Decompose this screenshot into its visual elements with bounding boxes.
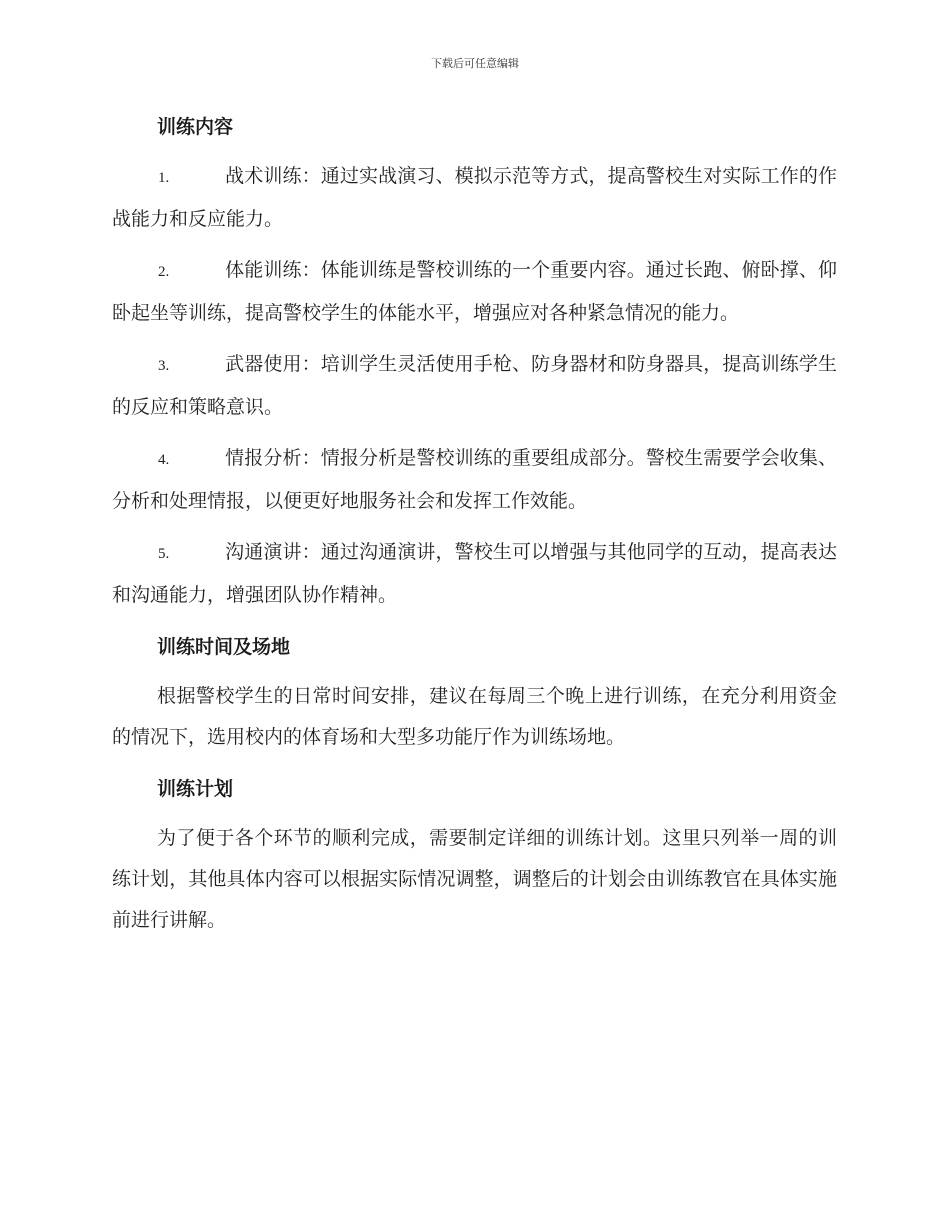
list-text: 沟通演讲：通过沟通演讲，警校生可以增强与其他同学的互动，提高表达和沟通能力，增强团队协作精神。 bbox=[112, 541, 837, 606]
list-text: 武器使用：培训学生灵活使用手枪、防身器材和防身器具，提高训练学生的反应和策略意识。 bbox=[112, 353, 837, 418]
list-item bbox=[112, 250, 837, 334]
list-text: 体能训练：体能训练是警校训练的一个重要内容。通过长跑、俯卧撑、仰卧起坐等训练，提高警校学生的体能水平，增强应对各种紧急情况的能力。 bbox=[112, 259, 837, 324]
list-number: 2. bbox=[158, 264, 170, 280]
list-text: 战术训练：通过实战演习、模拟示范等方式，提高警校生对实际工作的作战能力和反应能力。 bbox=[112, 165, 837, 230]
list-text: 情报分析：情报分析是警校训练的重要组成部分。警校生需要学会收集、分析和处理情报，以便更好地服务社会和发挥工作效能。 bbox=[112, 447, 837, 512]
list-item bbox=[112, 156, 837, 240]
page-header: 下载后可任意编辑 bbox=[431, 57, 519, 70]
section-heading-content: 训练内容 bbox=[157, 116, 234, 138]
list-number: 5. bbox=[158, 546, 170, 562]
list-item bbox=[112, 438, 837, 522]
list-number: 1. bbox=[158, 170, 170, 186]
list-item bbox=[112, 532, 837, 616]
list-number: 3. bbox=[158, 358, 170, 374]
section-heading-time-place: 训练时间及场地 bbox=[157, 636, 291, 658]
section-heading-plan: 训练计划 bbox=[157, 778, 234, 800]
time-place-paragraph: 根据警校学生的日常时间安排，建议在每周三个晚上进行训练，在充分利用资金的情况下，选用校内的体育场和大型多功能厅作为训练场地。 bbox=[112, 685, 837, 748]
list-item bbox=[112, 344, 837, 428]
list-number: 4. bbox=[158, 452, 170, 468]
plan-paragraph: 为了便于各个环节的顺利完成，需要制定详细的训练计划。这里只列举一周的训练计划，其他具体内容可以根据实际情况调整，调整后的计划会由训练教官在具体实施前进行讲解。 bbox=[112, 827, 837, 931]
document-body bbox=[112, 108, 837, 941]
